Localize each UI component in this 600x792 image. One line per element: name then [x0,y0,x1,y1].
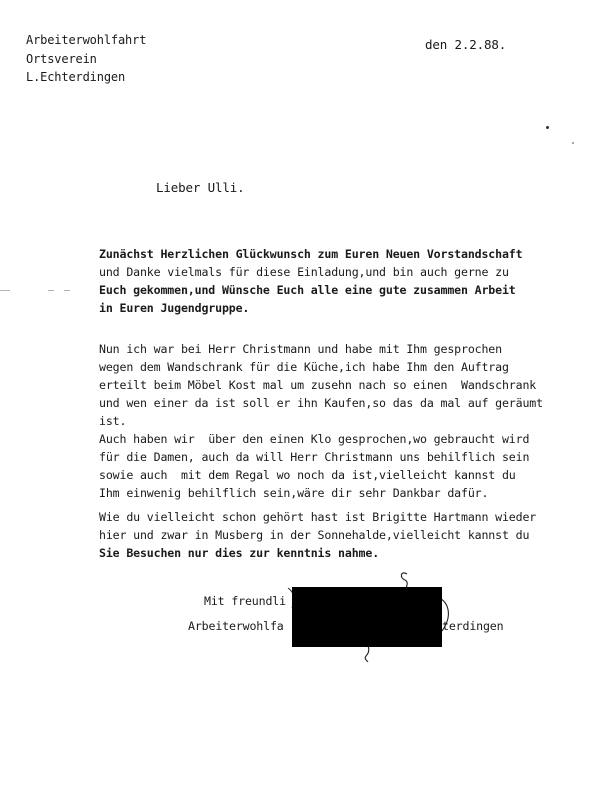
paragraph-1-line: und Danke vielmals für diese Einladung,und bin auch gerne zu [99,265,509,279]
paragraph-2-line: Ihm einwenig behilflich sein,wäre dir sehr Dankbar dafür. [99,486,489,500]
margin-mark [0,290,10,291]
paragraph-3-line: Wie du vielleicht schon gehört hast ist Brigitte Hartmann wieder [99,510,537,524]
paragraph-2-line: für die Damen, auch da will Herr Christmann uns behilflich sein [99,450,530,464]
letter-date: den 2.2.88. [425,37,507,52]
paragraph-3-line: hier und zwar in Musberg in der Sonnehalde,vielleicht kannst du [99,528,530,542]
paragraph-2-line: ist. [99,414,127,428]
closing-org-name: Arbeiterwohlfa [188,619,284,633]
paragraph-2-line: erteilt beim Möbel Kost mal um zusehn nach so einen Wandschrank [99,378,537,392]
paragraph-2-line: Nun ich war bei Herr Christmann und habe mit Ihm gesprochen [99,342,502,356]
paragraph-1-line: Euch gekommen,und Wünsche Euch alle eine gute zusammen Arbeit [99,283,516,297]
paragraph-2-line: sowie auch mit dem Regal wo noch da ist,vielleicht kannst du [99,468,516,482]
redaction-box [292,587,442,647]
closing-salutation: Mit freundli [204,594,286,608]
sender-org-name: Arbeiterwohlfahrt [26,33,147,47]
sender-location: L.Echterdingen [26,70,126,84]
ink-speck [546,126,549,129]
sender-branch: Ortsverein [26,52,97,66]
paragraph-2-line: wegen dem Wandschrank für die Küche,ich habe Ihm den Auftrag [99,360,509,374]
paragraph-2-line: Auch haben wir über den einen Klo gesprochen,wo gebraucht wird [99,432,530,446]
paragraph-1-line: in Euren Jugendgruppe. [99,301,250,315]
paragraph-2-line: und wen einer da ist soll er ihn Kaufen,so das da mal auf geräumt [99,396,543,410]
margin-mark [64,290,70,291]
paragraph-3-line: Sie Besuchen nur dies zur kenntnis nahme. [99,546,380,560]
greeting: Lieber Ulli. [156,180,245,195]
ink-speck [572,142,574,144]
closing-org-location: terdingen [442,619,504,633]
margin-mark [48,290,54,291]
paragraph-1-line: Zunächst Herzlichen Glückwunsch zum Euren Neuen Vorstandschaft [99,247,523,261]
